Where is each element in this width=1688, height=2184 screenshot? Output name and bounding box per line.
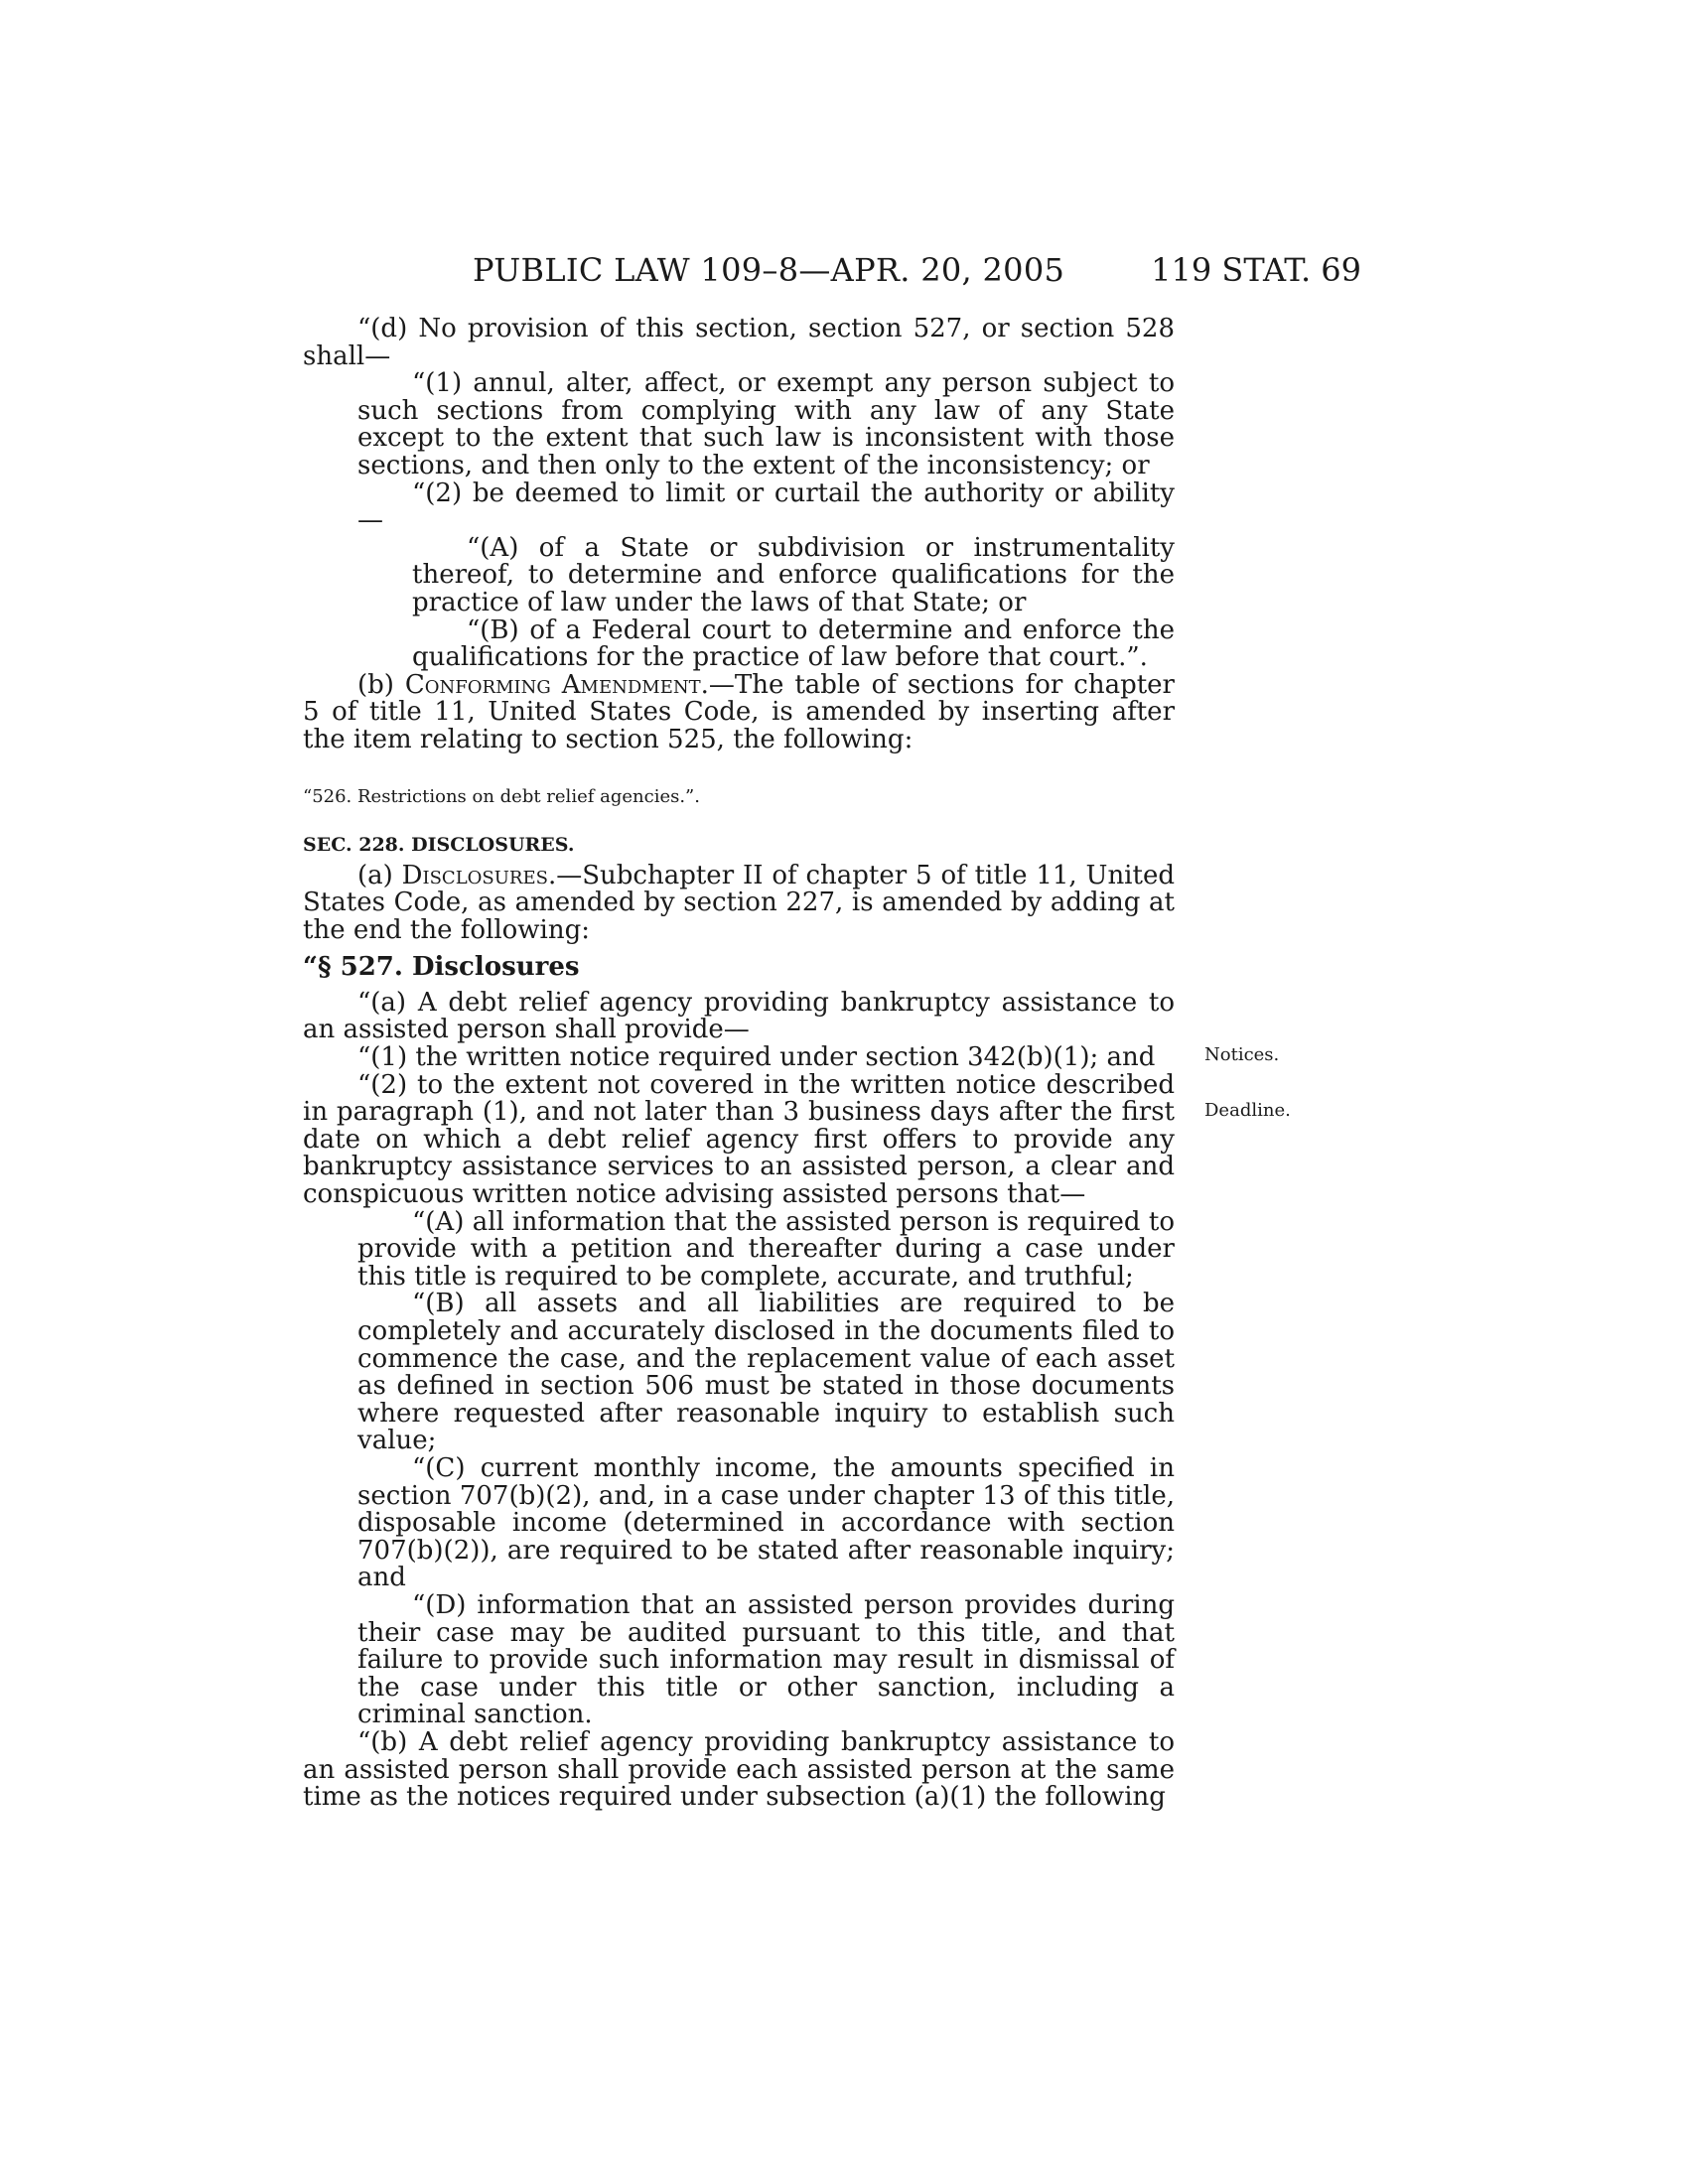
paragraph-d2a: “(A) of a State or subdivision or instrumentality thereof, to determine and enforce qualifications for the practice of law under the laws of that State; or [412,532,1175,617]
paragraph-a1: “(1) the written notice required under section 342(b)(1); and [357,1042,1156,1073]
page-header-stat-number: 119 STAT. 69 [1151,251,1361,289]
paragraph-d2: “(2) be deemed to limit or curtail the authority or ability— [357,478,1175,536]
subsection-heading: “§ 527. Disclosures [303,952,580,983]
paragraph-a2b: “(B) all assets and all liabilities are required to be completely and accurately disclosed in the documents filed to commence the case, and the replacement value of each asset as defined in section 506 must be stated in those documents where requested after reasonable inquiry to establish such value; [357,1289,1175,1456]
paragraph-caption: Disclosures [401,860,548,890]
paragraph-disclosures-amendment [303,860,1175,945]
page-header-title: PUBLIC LAW 109–8—APR. 20, 2005 [473,251,1065,289]
margin-note-deadline: Deadline. [1204,1100,1291,1121]
paragraph-a2a: “(A) all information that the assisted person is required to provide with a petition and thereafter during a case under this title is required to be complete, accurate, and truthful; [357,1206,1175,1292]
paragraph-d-intro: “(d) No provision of this section, section 527, or section 528 shall— [303,314,1175,371]
section-heading: SEC. 228. DISCLOSURES. [303,833,575,856]
paragraph-caption: Conforming Amendment [404,669,701,700]
paragraph-a2c: “(C) current monthly income, the amounts specified in section 707(b)(2), and, in a case under chapter 13 of this title, disposable income (determined in accordance with section 707(b)(2)), are required to be stated after reasonable inquiry; and [357,1452,1175,1593]
table-of-sections-item: “526. Restrictions on debt relief agencies.”. [303,785,700,807]
paragraph-d1: “(1) annul, alter, affect, or exempt any person subject to such sections from complying with any law of any State except to the extent that such law is inconsistent with those sections, and then only to the extent of the inconsistency; or [357,368,1175,480]
paragraph-d2b: “(B) of a Federal court to determine and enforce the qualifications for the practice of law before that court.”. [412,614,1175,673]
paragraph-text: .—Subchapter II of chapter 5 of title 11, United States Code, as amended by section 227, is amended by adding at the end the following: [303,860,1175,945]
paragraph-conforming-amendment [303,669,1175,754]
document-body [303,316,1175,1812]
paragraph-a2d: “(D) information that an assisted person provides during their case may be audited pursuant to this title, and that failure to provide such information may result in dismissal of the case under this title or other sanction, including a criminal sanction. [357,1589,1175,1730]
margin-note-notices: Notices. [1204,1044,1280,1065]
paragraph-a-intro: “(a) A debt relief agency providing bankruptcy assistance to an assisted person shall provide— [303,987,1175,1045]
paragraph-text: .—The table of sections for chapter 5 of title 11, United States Code, is amended by inserting after the item relating to section 525, the following: [303,669,1175,754]
paragraph-label: (b) [357,669,405,700]
paragraph-b-final: “(b) A debt relief agency providing bankruptcy assistance to an assisted person shall provide each assisted person at the same time as the notices required under subsection (a)(1) the following [303,1726,1175,1813]
paragraph-a2: “(2) to the extent not covered in the written notice described in paragraph (1), and not later than 3 business days after the first date on which a debt relief agency first offers to provide any bankruptcy assistance services to an assisted person, a clear and conspicuous written notice advising assisted persons that— [303,1069,1175,1210]
paragraph-label: (a) [357,860,402,890]
